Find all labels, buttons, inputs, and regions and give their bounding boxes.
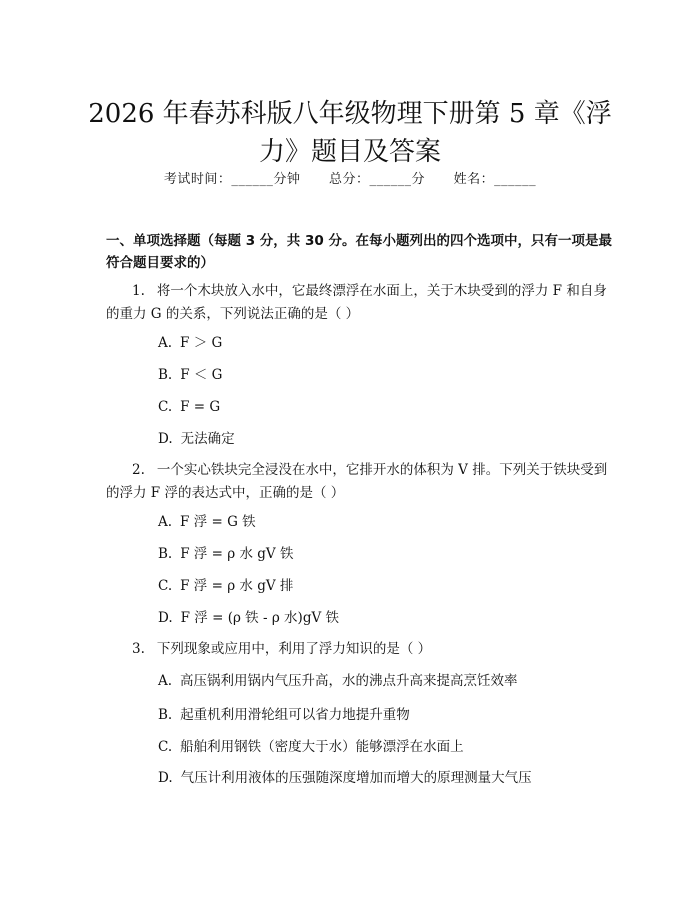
option-3d — [158, 768, 618, 788]
option-3c — [158, 737, 618, 757]
option-text: F ＞ G — [180, 335, 223, 351]
option-1c — [158, 397, 618, 417]
option-letter: A. — [158, 673, 173, 689]
option-letter: B. — [158, 546, 173, 562]
question-1 — [106, 280, 616, 326]
option-text: F ＜ G — [180, 367, 223, 383]
question-number: 1. — [132, 283, 145, 299]
question-text: 一个实心铁块完全浸没在水中，它排开水的体积为 V 排。下列关于铁块受到的浮力 F 浮的表达式中，正确的是（ ） — [106, 462, 608, 501]
exam-name-field: 姓名：______ — [453, 172, 537, 187]
option-text: F 浮 = ρ 水 gV 铁 — [180, 546, 294, 562]
option-text: 气压计利用液体的压强随深度增加而增大的原理测量大气压 — [180, 770, 532, 786]
option-letter: D. — [158, 770, 173, 786]
page-title — [60, 95, 640, 171]
question-text: 下列现象或应用中，利用了浮力知识的是（ ） — [156, 641, 432, 657]
option-2c — [158, 576, 618, 596]
option-text: F 浮 = ρ 水 gV 排 — [180, 578, 294, 594]
option-1d — [158, 429, 618, 449]
option-letter: C. — [158, 399, 173, 415]
option-1b — [158, 365, 618, 385]
option-letter: D. — [158, 431, 173, 447]
option-1a — [158, 333, 618, 353]
title-line-1: 2026 年春苏科版八年级物理下册第 5 章《浮 — [88, 99, 612, 130]
option-2b — [158, 544, 618, 564]
exam-time-field: 考试时间：______分钟 — [163, 172, 301, 187]
question-text: 将一个木块放入水中，它最终漂浮在水面上，关于木块受到的浮力 F 和自身的重力 G 的关系，下列说法正确的是（ ） — [106, 283, 607, 322]
option-text: F = G — [180, 399, 221, 415]
option-2d — [158, 608, 618, 628]
exam-meta — [0, 168, 700, 187]
option-letter: B. — [158, 707, 173, 723]
option-letter: D. — [158, 610, 173, 626]
option-3a — [158, 671, 618, 691]
section-heading: 一、单项选择题（每题 3 分，共 30 分。在每小题列出的四个选项中，只有一项是最符合题目要求的） — [106, 233, 612, 271]
option-2a — [158, 512, 618, 532]
option-text: F 浮 = (ρ 铁 - ρ 水)gV 铁 — [180, 610, 340, 626]
option-text: 高压锅利用锅内气压升高，水的沸点升高来提高烹饪效率 — [180, 673, 518, 689]
question-2 — [106, 459, 616, 505]
option-text: F 浮 = G 铁 — [180, 514, 256, 530]
question-3 — [106, 638, 616, 661]
option-letter: C. — [158, 578, 173, 594]
option-text: 起重机利用滑轮组可以省力地提升重物 — [180, 707, 410, 723]
option-letter: C. — [158, 739, 173, 755]
exam-score-field: 总分：______分 — [328, 172, 425, 187]
option-text: 船舶利用钢铁（密度大于水）能够漂浮在水面上 — [180, 739, 464, 755]
question-number: 2. — [132, 462, 145, 478]
option-letter: B. — [158, 367, 173, 383]
option-3b — [158, 705, 618, 725]
option-letter: A. — [158, 335, 173, 351]
title-line-2: 力》题目及答案 — [258, 137, 441, 168]
question-number: 3. — [132, 641, 145, 657]
option-text: 无法确定 — [180, 431, 235, 447]
option-letter: A. — [158, 514, 173, 530]
